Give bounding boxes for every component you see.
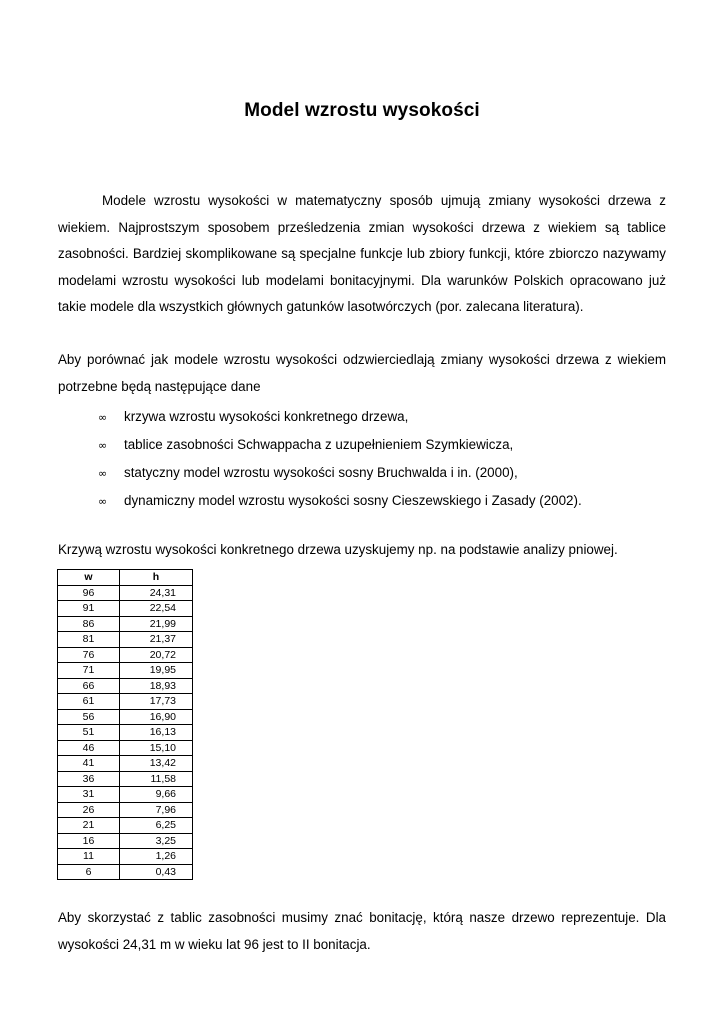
list-item-text: statyczny model wzrostu wysokości sosny Bruchwalda i in. (2000), [124,465,518,480]
cell-h: 11,58 [120,771,193,787]
cell-w: 71 [58,663,120,679]
table-row [58,632,193,648]
cell-h: 3,25 [120,833,193,849]
table-row [58,647,193,663]
cell-h: 15,10 [120,740,193,756]
list-item-text: tablice zasobności Schwappacha z uzupełnieniem Szymkiewicza, [124,437,514,452]
table-row [58,833,193,849]
cell-h: 21,37 [120,632,193,648]
comparison-paragraph: Aby porównać jak modele wzrostu wysokości odzwierciedlają zmiany wysokości drzewa z wiekiem potrzebne będą następujące dane [58,352,666,394]
table-row [58,725,193,741]
cell-h: 9,66 [120,787,193,803]
cell-w: 66 [58,678,120,694]
cell-h: 6,25 [120,818,193,834]
cell-w: 76 [58,647,120,663]
cell-w: 46 [58,740,120,756]
infinity-bullet-icon: ∞ [98,495,108,508]
site-index-paragraph: Aby skorzystać z tablic zasobności musimy znać bonitację, którą nasze drzewo reprezentuje. Dla wysokości 24,31 m w wieku lat 96 jest to II bonitacja. [58,910,666,952]
cell-w: 16 [58,833,120,849]
table-row [58,663,193,679]
column-header-h: h [120,570,193,586]
cell-w: 51 [58,725,120,741]
cell-w: 11 [58,849,120,865]
table-row [58,694,193,710]
table-row [58,802,193,818]
cell-h: 24,31 [120,585,193,601]
list-item [98,403,582,431]
cell-w: 96 [58,585,120,601]
cell-h: 0,43 [120,864,193,880]
page-title: Model wzrostu wysokości [244,100,480,121]
table-row [58,864,193,880]
cell-w: 91 [58,601,120,617]
table-row [58,771,193,787]
table-row [58,601,193,617]
list-item [98,459,582,487]
table-header-row [58,570,193,586]
infinity-bullet-icon: ∞ [98,439,108,452]
cell-h: 18,93 [120,678,193,694]
table-row [58,849,193,865]
cell-w: 81 [58,632,120,648]
table-row [58,740,193,756]
height-growth-table [57,569,193,880]
cell-h: 13,42 [120,756,193,772]
cell-w: 56 [58,709,120,725]
cell-w: 21 [58,818,120,834]
table-row [58,616,193,632]
cell-w: 41 [58,756,120,772]
cell-h: 21,99 [120,616,193,632]
cell-w: 61 [58,694,120,710]
cell-w: 36 [58,771,120,787]
table-row [58,787,193,803]
cell-h: 19,95 [120,663,193,679]
table-row [58,585,193,601]
infinity-bullet-icon: ∞ [98,467,108,480]
cell-h: 22,54 [120,601,193,617]
cell-w: 26 [58,802,120,818]
column-header-w: w [58,570,120,586]
table-row [58,709,193,725]
table-row [58,678,193,694]
cell-h: 16,13 [120,725,193,741]
infinity-bullet-icon: ∞ [98,411,108,424]
cell-h: 20,72 [120,647,193,663]
table-row [58,756,193,772]
cell-w: 86 [58,616,120,632]
stem-analysis-paragraph: Krzywą wzrostu wysokości konkretnego drzewa uzyskujemy np. na podstawie analizy pniowej. [58,542,618,557]
list-item [98,487,582,515]
required-data-list [98,403,582,515]
cell-w: 6 [58,864,120,880]
cell-h: 7,96 [120,802,193,818]
list-item [98,431,582,459]
list-item-text: dynamiczny model wzrostu wysokości sosny Cieszewskiego i Zasady (2002). [124,493,582,508]
cell-w: 31 [58,787,120,803]
cell-h: 17,73 [120,694,193,710]
intro-paragraph: Modele wzrostu wysokości w matematyczny sposób ujmują zmiany wysokości drzewa z wiekiem. Najprostszym sposobem prześledzenia zmian wysokości drzewa z wiekiem są tablice zasobności. Bardziej skomplikowane są specjalne funkcje lub zbiory funkcji, które zbiorczo nazywamy modelami wzrostu wysokości lub modelami bonitacyjnymi. Dla warunków Polskich opracowano już takie modele dla wszystkich głównych gatunków lasotwórczych (por. zalecana literatura). [58,193,666,314]
list-item-text: krzywa wzrostu wysokości konkretnego drzewa, [124,409,409,424]
table-row [58,818,193,834]
cell-h: 16,90 [120,709,193,725]
cell-h: 1,26 [120,849,193,865]
